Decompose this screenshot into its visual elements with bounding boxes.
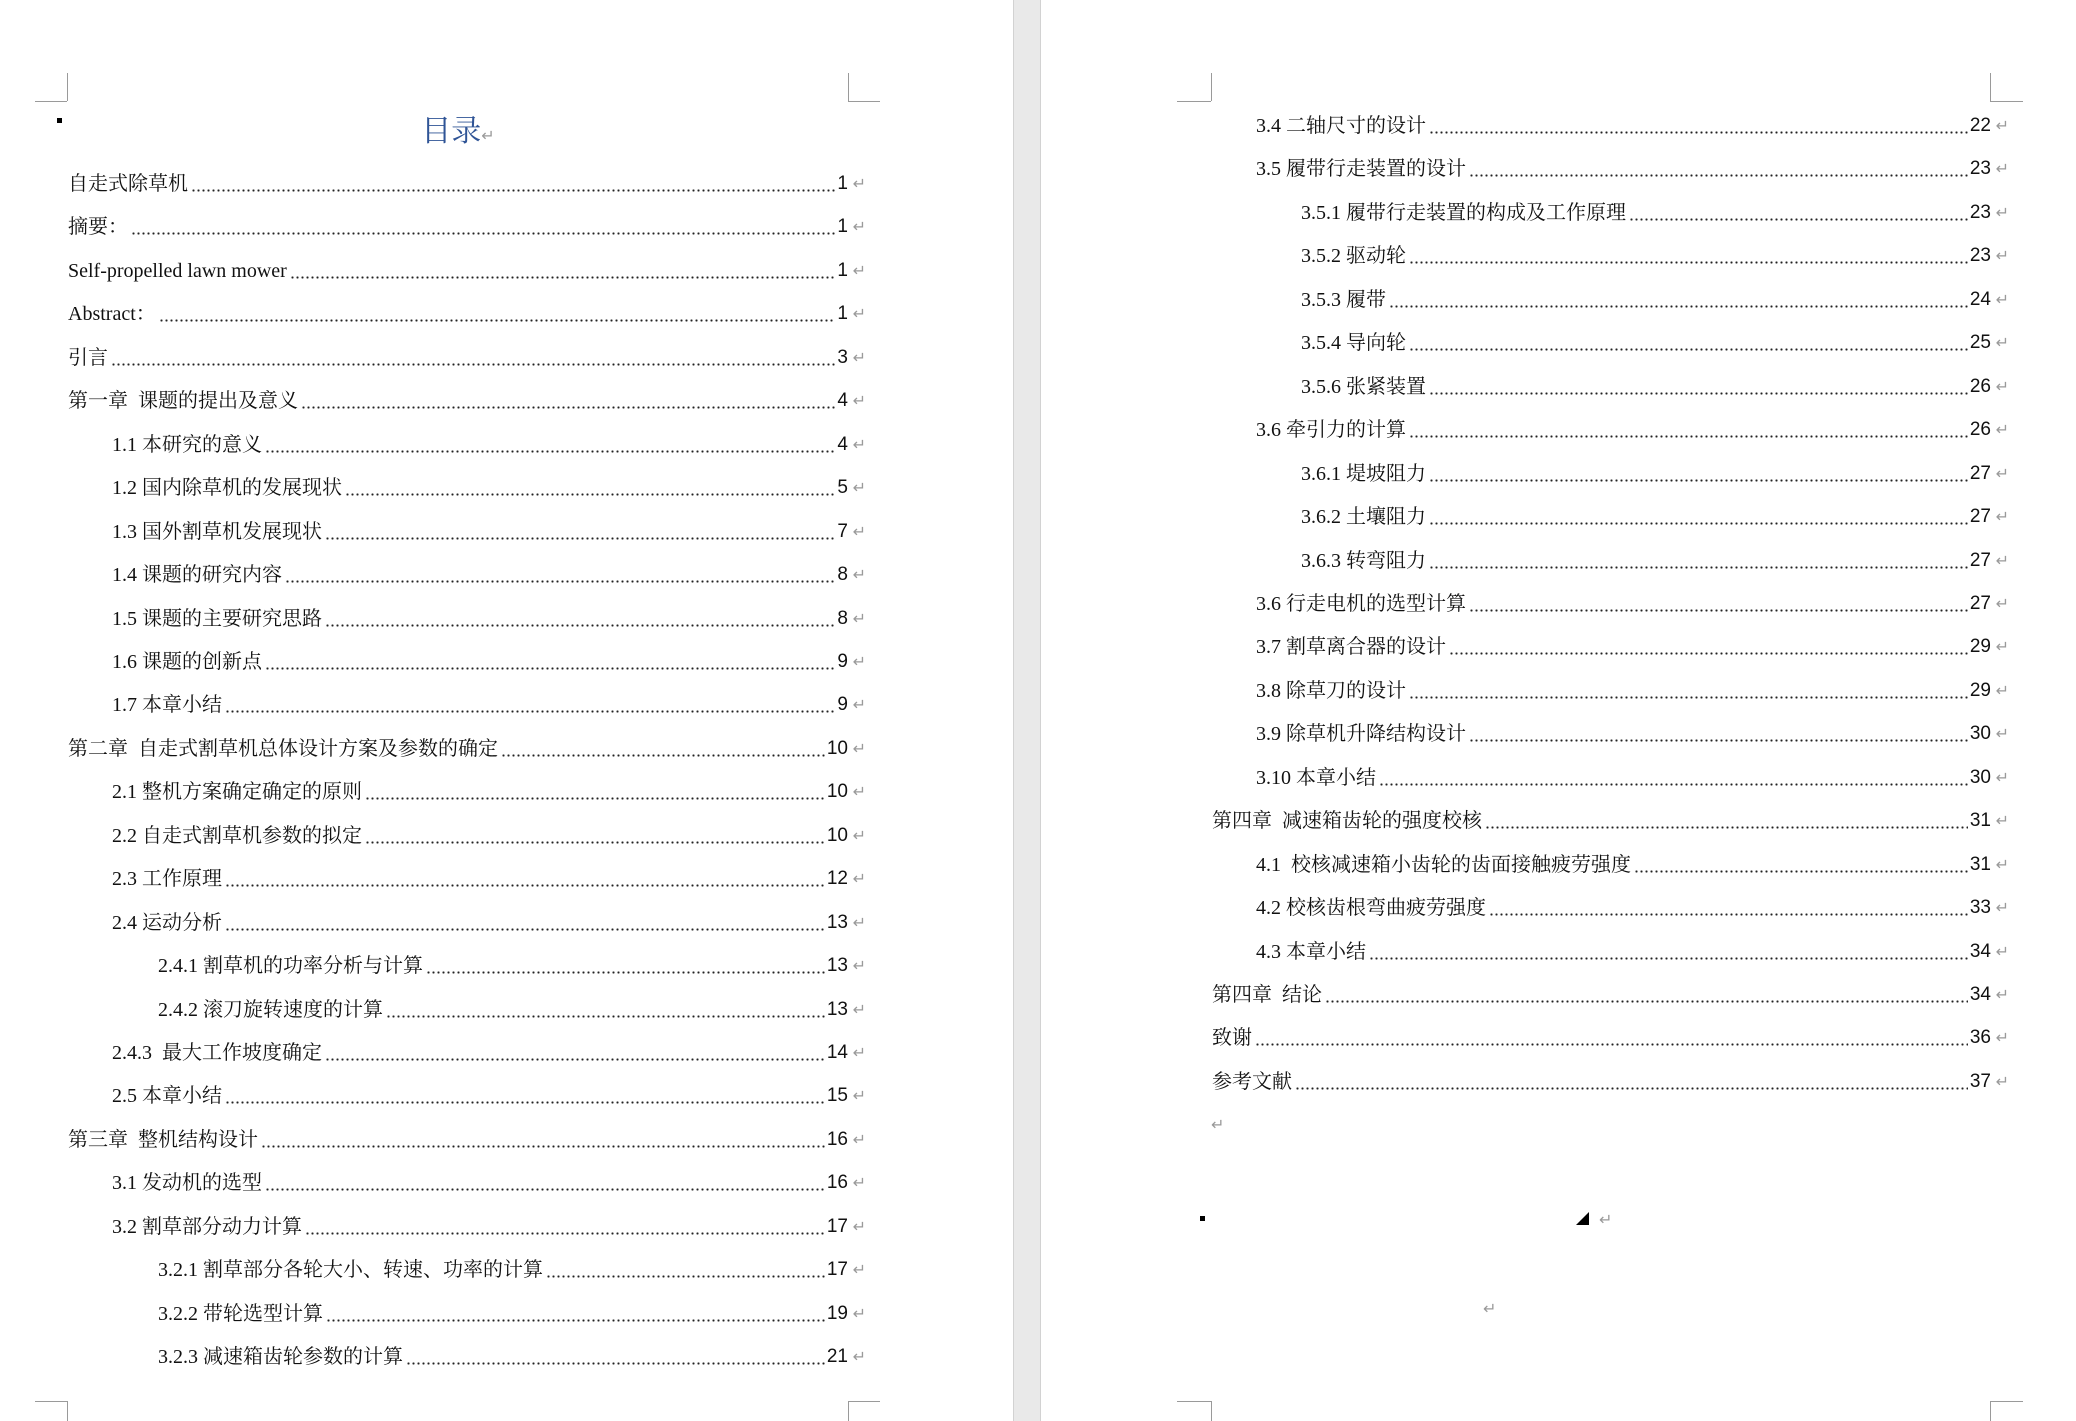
toc-entry[interactable] — [68, 300, 848, 328]
paragraph-mark-icon — [1996, 242, 2009, 270]
paragraph-mark-icon — [1996, 981, 2009, 1009]
paragraph-mark-icon — [1996, 286, 2009, 314]
toc-entry-page-number: 26 — [1969, 419, 1991, 440]
dot-leader — [386, 1015, 825, 1018]
dot-leader — [225, 1101, 825, 1104]
toc-entry[interactable] — [1256, 720, 1991, 748]
toc-entry[interactable] — [112, 561, 848, 589]
dot-leader — [265, 1188, 825, 1191]
toc-entry-page-number: 13 — [826, 999, 848, 1020]
toc-entry-page-number: 1 — [837, 173, 848, 194]
toc-entry[interactable] — [1256, 764, 1991, 792]
crop-mark — [35, 1401, 67, 1402]
dot-leader — [225, 884, 825, 887]
dot-leader — [265, 667, 835, 670]
dot-leader — [1469, 609, 1968, 612]
toc-entry[interactable] — [112, 605, 848, 633]
paragraph-mark-icon — [853, 778, 866, 806]
toc-entry[interactable] — [1212, 807, 1991, 835]
toc-entry[interactable] — [1256, 416, 1991, 444]
paragraph-mark-icon — [853, 648, 866, 676]
paragraph-mark-icon — [853, 1343, 866, 1371]
toc-entry-page-number: 26 — [1969, 376, 1991, 397]
toc-entry[interactable] — [1212, 1024, 1991, 1052]
crop-mark — [1990, 1401, 2023, 1402]
toc-entry-page-number: 24 — [1969, 289, 1991, 310]
toc-entry[interactable] — [1256, 590, 1991, 618]
toc-entry[interactable] — [68, 735, 848, 763]
toc-entry[interactable] — [112, 1039, 848, 1067]
dot-leader — [1489, 913, 1968, 916]
toc-entry-page-number: 13 — [826, 955, 848, 976]
dot-leader — [285, 580, 835, 583]
toc-entry-label: 第一章 课题的提出及意义 — [68, 390, 298, 412]
toc-entry[interactable] — [112, 1169, 848, 1197]
dot-leader — [325, 1058, 825, 1061]
toc-entry-page-number: 10 — [826, 738, 848, 759]
paragraph-mark-icon — [853, 865, 866, 893]
toc-entry-page-number: 23 — [1969, 245, 1991, 266]
dot-leader — [305, 1232, 825, 1235]
toc-entry-label: 3.4 二轴尺寸的设计 — [1256, 115, 1426, 137]
paragraph-mark-icon — [853, 909, 866, 937]
right-page[interactable] — [1040, 0, 2076, 1421]
paragraph-mark-icon — [1996, 199, 2009, 227]
toc-entry-page-number: 15 — [826, 1085, 848, 1106]
left-page[interactable] — [0, 0, 1014, 1421]
toc-entry[interactable] — [1212, 981, 1991, 1009]
crop-mark — [1177, 101, 1211, 102]
toc-entry-label: 2.4.1 割草机的功率分析与计算 — [158, 955, 423, 977]
dot-leader — [301, 406, 835, 409]
toc-entry-label: 参考文献 — [1212, 1071, 1292, 1093]
toc-entry[interactable] — [1256, 155, 1991, 183]
toc-entry-label: 3.6.3 转弯阻力 — [1301, 550, 1426, 572]
paragraph-mark-icon — [853, 1213, 866, 1241]
paragraph-mark-icon — [1996, 1024, 2009, 1052]
paragraph-mark-icon — [1996, 720, 2009, 748]
paragraph-mark-icon — [1996, 633, 2009, 661]
toc-entry-page-number: 23 — [1969, 158, 1991, 179]
toc-entry-label: 第四章 结论 — [1212, 984, 1322, 1006]
toc-entry-label: 3.5.4 导向轮 — [1301, 332, 1406, 354]
toc-entry-page-number: 34 — [1969, 984, 1991, 1005]
toc-entry-label: 1.5 课题的主要研究思路 — [112, 608, 322, 630]
paragraph-mark-icon — [853, 1169, 866, 1197]
toc-entry-label: 3.7 割草离合器的设计 — [1256, 636, 1446, 658]
toc-entry-page-number: 14 — [826, 1042, 848, 1063]
toc-entry[interactable] — [68, 213, 848, 241]
paragraph-mark-icon — [1599, 1210, 1612, 1230]
dot-leader — [1449, 652, 1968, 655]
toc-entry[interactable] — [112, 431, 848, 459]
dot-leader — [345, 493, 835, 496]
toc-entry[interactable] — [1301, 547, 1991, 575]
toc-entry[interactable] — [112, 909, 848, 937]
toc-entry-page-number: 16 — [826, 1129, 848, 1150]
toc-entry-page-number: 12 — [826, 868, 848, 889]
toc-entry-page-number: 10 — [826, 825, 848, 846]
toc-entry-label: 第二章 自走式割草机总体设计方案及参数的确定 — [68, 738, 498, 760]
toc-entry-page-number: 9 — [837, 694, 848, 715]
toc-entry-label: 自走式除草机 — [68, 173, 188, 195]
dot-leader — [546, 1275, 825, 1278]
dot-leader — [1379, 783, 1968, 786]
dot-leader — [191, 189, 835, 192]
dot-leader — [365, 797, 825, 800]
toc-entry-label: 2.4.2 滚刀旋转速度的计算 — [158, 999, 383, 1021]
paragraph-mark-icon — [853, 996, 866, 1024]
toc-entry[interactable] — [112, 1213, 848, 1241]
dot-leader — [406, 1362, 825, 1365]
toc-entry-page-number: 31 — [1969, 854, 1991, 875]
toc-entry-page-number: 27 — [1969, 550, 1991, 571]
dot-leader — [1325, 1000, 1968, 1003]
toc-entry[interactable] — [158, 996, 848, 1024]
dot-leader — [426, 971, 825, 974]
paragraph-mark-icon — [1996, 460, 2009, 488]
toc-entry[interactable] — [158, 952, 848, 980]
toc-title-text: 目录 — [421, 115, 482, 148]
dot-leader — [1255, 1043, 1968, 1046]
paragraph-mark-icon — [1996, 112, 2009, 140]
toc-entry[interactable] — [1256, 894, 1991, 922]
toc-entry-page-number: 30 — [1969, 767, 1991, 788]
toc-entry[interactable] — [68, 387, 848, 415]
toc-entry-page-number: 13 — [826, 912, 848, 933]
paragraph-mark-icon — [853, 605, 866, 633]
toc-entry-page-number: 22 — [1969, 115, 1991, 136]
paragraph-mark-icon — [1996, 416, 2009, 444]
toc-entry-label: 致谢 — [1212, 1027, 1252, 1049]
toc-entry-page-number: 16 — [826, 1172, 848, 1193]
toc-entry-label: 3.6 行走电机的选型计算 — [1256, 593, 1466, 615]
toc-entry-page-number: 8 — [837, 564, 848, 585]
paragraph-mark-icon — [1996, 155, 2009, 183]
anchor-square-icon — [57, 118, 62, 123]
toc-entry-page-number: 27 — [1969, 463, 1991, 484]
toc-entry-page-number: 17 — [826, 1259, 848, 1280]
toc-entry-label: 3.2.3 减速箱齿轮参数的计算 — [158, 1346, 403, 1368]
toc-entry[interactable] — [1301, 503, 1991, 531]
toc-entry-label: 2.3 工作原理 — [112, 868, 222, 890]
toc-entry[interactable] — [1256, 938, 1991, 966]
toc-entry[interactable] — [112, 518, 848, 546]
dot-leader — [1295, 1087, 1968, 1090]
dot-leader — [225, 928, 825, 931]
crop-mark — [848, 73, 849, 101]
dot-leader — [1485, 826, 1968, 829]
toc-entry[interactable] — [112, 822, 848, 850]
crop-mark — [848, 101, 880, 102]
toc-entry[interactable] — [112, 474, 848, 502]
crop-mark — [67, 1401, 68, 1421]
toc-entry-label: 第三章 整机结构设计 — [68, 1129, 258, 1151]
toc-entry-label: 3.6 牵引力的计算 — [1256, 419, 1406, 441]
page-gap — [1014, 0, 1040, 1421]
toc-entry-page-number: 37 — [1969, 1071, 1991, 1092]
dot-leader — [1429, 131, 1968, 134]
toc-entry-page-number: 8 — [837, 608, 848, 629]
paragraph-mark-icon — [1996, 1068, 2009, 1096]
toc-entry-page-number: 29 — [1969, 680, 1991, 701]
toc-entry[interactable] — [1301, 460, 1991, 488]
toc-entry[interactable] — [1212, 1068, 1991, 1096]
paragraph-mark-icon — [1996, 373, 2009, 401]
paragraph-mark-icon — [853, 170, 866, 198]
dot-leader — [1409, 261, 1968, 264]
paragraph-mark-icon — [853, 1082, 866, 1110]
paragraph-mark-icon — [1996, 851, 2009, 879]
toc-entry[interactable] — [1256, 633, 1991, 661]
dot-leader — [261, 1145, 825, 1148]
toc-entry-label: 4.2 校核齿根弯曲疲劳强度 — [1256, 897, 1486, 919]
toc-entry-label: 3.9 除草机升降结构设计 — [1256, 723, 1466, 745]
toc-entry-label: 2.4 运动分析 — [112, 912, 222, 934]
paragraph-mark-icon — [1996, 894, 2009, 922]
toc-entry[interactable] — [1256, 677, 1991, 705]
toc-entry-label: 1.3 国外割草机发展现状 — [112, 521, 322, 543]
toc-entry-page-number: 30 — [1969, 723, 1991, 744]
triangle-marker-icon — [1576, 1212, 1589, 1225]
toc-entry[interactable] — [68, 344, 848, 372]
dot-leader — [1629, 218, 1968, 221]
toc-entry-label: 2.1 整机方案确定确定的原则 — [112, 781, 362, 803]
toc-entry-label: Abstract： — [68, 303, 156, 325]
toc-entry[interactable] — [112, 1082, 848, 1110]
toc-title[interactable] — [68, 112, 848, 156]
paragraph-mark-icon — [1996, 764, 2009, 792]
toc-entry[interactable] — [68, 170, 848, 198]
toc-entry-label: 1.6 课题的创新点 — [112, 651, 262, 673]
paragraph-mark-icon — [853, 735, 866, 763]
toc-entry[interactable] — [1301, 373, 1991, 401]
paragraph-mark-icon — [853, 518, 866, 546]
dot-leader — [111, 363, 835, 366]
dot-leader — [326, 1319, 825, 1322]
dot-leader — [1409, 348, 1968, 351]
toc-entry[interactable] — [1301, 199, 1991, 227]
dot-leader — [1389, 305, 1968, 308]
toc-entry-page-number: 4 — [837, 390, 848, 411]
crop-mark — [1990, 1401, 1991, 1421]
toc-entry-page-number: 21 — [826, 1346, 848, 1367]
dot-leader — [1429, 566, 1968, 569]
dot-leader — [325, 624, 835, 627]
paragraph-mark-icon — [1211, 1115, 1224, 1135]
paragraph-mark-icon — [853, 300, 866, 328]
toc-entry-label: 3.5.2 驱动轮 — [1301, 245, 1406, 267]
toc-entry-label: 摘要： — [68, 216, 128, 238]
paragraph-mark-icon — [1996, 807, 2009, 835]
paragraph-mark-icon — [1996, 590, 2009, 618]
toc-entry-page-number: 17 — [826, 1216, 848, 1237]
toc-entry[interactable] — [112, 778, 848, 806]
anchor-square-icon — [1200, 1216, 1205, 1221]
toc-entry-page-number: 1 — [837, 216, 848, 237]
toc-entry-page-number: 25 — [1969, 332, 1991, 353]
toc-entry-page-number: 27 — [1969, 506, 1991, 527]
dot-leader — [225, 710, 835, 713]
toc-entry-page-number: 3 — [837, 347, 848, 368]
dot-leader — [1634, 870, 1968, 873]
toc-entry-label: 引言 — [68, 347, 108, 369]
toc-entry-label: 3.5.6 张紧装置 — [1301, 376, 1426, 398]
dot-leader — [325, 537, 835, 540]
toc-entry[interactable] — [112, 648, 848, 676]
dot-leader — [159, 319, 836, 322]
crop-mark — [1177, 1401, 1211, 1402]
crop-mark — [1990, 101, 2023, 102]
paragraph-mark-icon — [853, 257, 866, 285]
paragraph-mark-icon — [853, 1126, 866, 1154]
toc-entry[interactable] — [1301, 286, 1991, 314]
toc-entry[interactable] — [112, 691, 848, 719]
toc-entry-label: 3.10 本章小结 — [1256, 767, 1376, 789]
toc-entry-label: 1.1 本研究的意义 — [112, 434, 262, 456]
toc-entry-label: 3.2.2 带轮选型计算 — [158, 1303, 323, 1325]
crop-mark — [1211, 1401, 1212, 1421]
toc-entry-page-number: 29 — [1969, 636, 1991, 657]
dot-leader — [265, 450, 835, 453]
paragraph-mark-icon — [853, 213, 866, 241]
toc-entry-page-number: 4 — [837, 434, 848, 455]
toc-entry-label: 1.7 本章小结 — [112, 694, 222, 716]
toc-entry-page-number: 33 — [1969, 897, 1991, 918]
toc-entry-label: 3.2 割草部分动力计算 — [112, 1216, 302, 1238]
toc-entry-label: 3.6.1 堤坡阻力 — [1301, 463, 1426, 485]
toc-entry-label: 1.4 课题的研究内容 — [112, 564, 282, 586]
paragraph-mark-icon — [1996, 329, 2009, 357]
paragraph-mark-icon — [853, 431, 866, 459]
crop-mark — [848, 1401, 849, 1421]
toc-entry-label: 4.1 校核减速箱小齿轮的齿面接触疲劳强度 — [1256, 854, 1631, 876]
paragraph-mark-icon — [853, 1300, 866, 1328]
toc-entry-label: 第四章 减速箱齿轮的强度校核 — [1212, 810, 1482, 832]
toc-entry-label: 3.6.2 土壤阻力 — [1301, 506, 1426, 528]
toc-entry[interactable] — [158, 1343, 848, 1371]
toc-entry-page-number: 31 — [1969, 810, 1991, 831]
paragraph-mark-icon — [1996, 938, 2009, 966]
toc-entry-page-number: 36 — [1969, 1027, 1991, 1048]
paragraph-mark-icon — [853, 344, 866, 372]
dot-leader — [1469, 739, 1968, 742]
toc-entry[interactable] — [1256, 112, 1991, 140]
dot-leader — [365, 841, 825, 844]
paragraph-mark-icon — [853, 1039, 866, 1067]
toc-entry-page-number: 27 — [1969, 593, 1991, 614]
dot-leader — [1409, 435, 1968, 438]
toc-entry-page-number: 1 — [837, 260, 848, 281]
dot-leader — [1429, 522, 1968, 525]
dot-leader — [1369, 957, 1968, 960]
toc-entry[interactable] — [112, 865, 848, 893]
crop-mark — [67, 73, 68, 101]
toc-entry-page-number: 5 — [837, 477, 848, 498]
dot-leader — [290, 276, 836, 279]
toc-entry-label: 3.8 除草刀的设计 — [1256, 680, 1406, 702]
toc-entry[interactable] — [68, 257, 848, 285]
dot-leader — [1409, 696, 1968, 699]
toc-entry-label: 2.4.3 最大工作坡度确定 — [112, 1042, 322, 1064]
toc-entry-label: 3.5 履带行走装置的设计 — [1256, 158, 1466, 180]
dot-leader — [131, 232, 835, 235]
toc-entry-page-number: 1 — [837, 303, 848, 324]
toc-entry-label: 3.5.1 履带行走装置的构成及工作原理 — [1301, 202, 1626, 224]
dot-leader — [1429, 479, 1968, 482]
paragraph-mark-icon — [1996, 677, 2009, 705]
toc-entry-page-number: 34 — [1969, 941, 1991, 962]
toc-entry-page-number: 7 — [837, 521, 848, 542]
paragraph-mark-icon — [1996, 547, 2009, 575]
toc-entry[interactable] — [158, 1256, 848, 1284]
toc-entry-label: 3.1 发动机的选型 — [112, 1172, 262, 1194]
toc-entry[interactable] — [1301, 242, 1991, 270]
dot-leader — [501, 754, 825, 757]
crop-mark — [35, 101, 67, 102]
paragraph-mark-icon — [853, 387, 866, 415]
toc-entry[interactable] — [1301, 329, 1991, 357]
toc-entry[interactable] — [68, 1126, 848, 1154]
toc-entry-label: 2.5 本章小结 — [112, 1085, 222, 1107]
toc-entry-page-number: 9 — [837, 651, 848, 672]
paragraph-mark-icon — [853, 1256, 866, 1284]
paragraph-mark-icon — [853, 561, 866, 589]
dot-leader — [1429, 392, 1968, 395]
paragraph-mark-icon — [1483, 1299, 1496, 1319]
crop-mark — [1211, 73, 1212, 101]
toc-entry-label: 4.3 本章小结 — [1256, 941, 1366, 963]
crop-mark — [848, 1401, 880, 1402]
toc-entry-label: 2.2 自走式割草机参数的拟定 — [112, 825, 362, 847]
paragraph-mark-icon — [1996, 503, 2009, 531]
paragraph-mark-icon — [481, 126, 494, 145]
toc-entry-page-number: 10 — [826, 781, 848, 802]
toc-entry-label: 1.2 国内除草机的发展现状 — [112, 477, 342, 499]
paragraph-mark-icon — [853, 691, 866, 719]
toc-entry-page-number: 19 — [826, 1303, 848, 1324]
toc-entry-page-number: 23 — [1969, 202, 1991, 223]
dot-leader — [1469, 174, 1968, 177]
toc-entry-label: Self-propelled lawn mower — [68, 260, 287, 282]
toc-entry-label: 3.5.3 履带 — [1301, 289, 1386, 311]
crop-mark — [1990, 73, 1991, 101]
paragraph-mark-icon — [853, 822, 866, 850]
toc-entry-label: 3.2.1 割草部分各轮大小、转速、功率的计算 — [158, 1259, 543, 1281]
toc-entry[interactable] — [1256, 851, 1991, 879]
toc-entry[interactable] — [158, 1300, 848, 1328]
paragraph-mark-icon — [853, 474, 866, 502]
paragraph-mark-icon — [853, 952, 866, 980]
